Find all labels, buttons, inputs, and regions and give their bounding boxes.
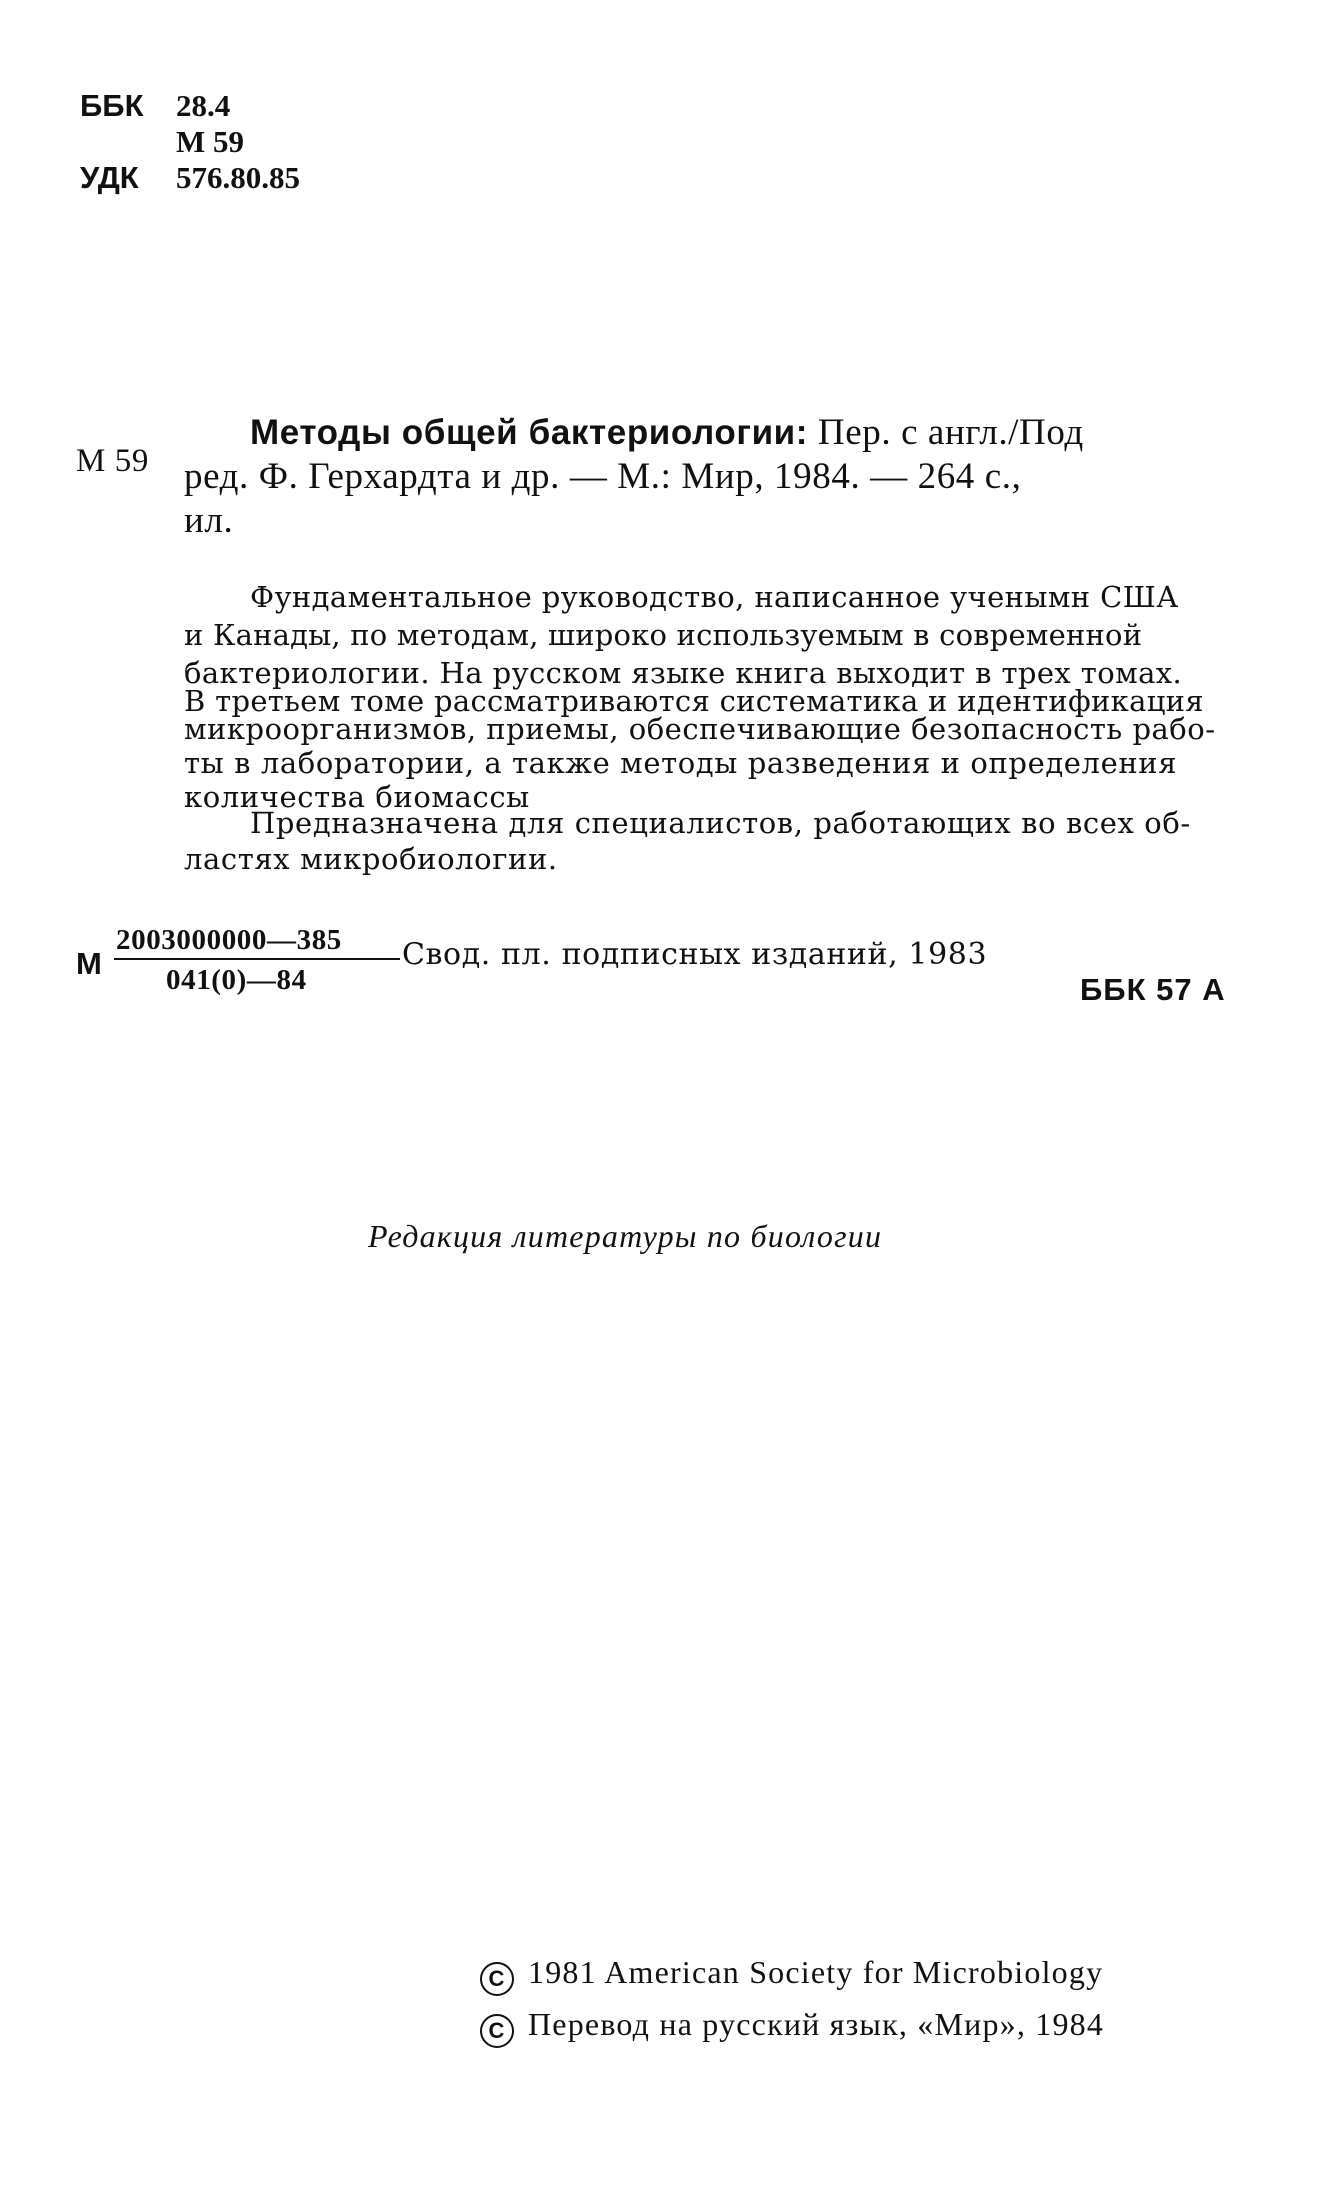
biblio-line-2: ред. Ф. Герхардта и др. — М.: Мир, 1984. — 264 с., bbox=[184, 456, 1022, 497]
author-mark: М 59 bbox=[176, 124, 245, 159]
subscription-note: Свод. пл. подписных изданий, 1983 bbox=[402, 937, 988, 972]
annotation-line-8: Предназначена для специалистов, работающих во всех об- bbox=[250, 806, 1191, 840]
udk-value: 576.80.85 bbox=[176, 160, 300, 195]
annotation-line-2: и Канады, по методам, широко используемым в современной bbox=[184, 618, 1143, 652]
editorial-department: Редакция литературы по биологии bbox=[368, 1218, 883, 1254]
biblio-line-1 bbox=[250, 412, 1084, 454]
biblio-line-3: ил. bbox=[184, 500, 234, 541]
annotation-line-9: ластях микробиологии. bbox=[184, 842, 558, 876]
annotation-line-6: ты в лаборатории, а также методы разведения и определения bbox=[184, 746, 1178, 780]
copyright-icon: C bbox=[480, 1962, 514, 1996]
bbk-right: ББК 57 А bbox=[1080, 972, 1226, 1007]
classification-block bbox=[80, 88, 300, 196]
bbk-row bbox=[80, 88, 300, 124]
annotation-line-5: микроорганизмов, приемы, обеспечивающие безопасность рабо- bbox=[184, 712, 1216, 746]
copyright-icon: C bbox=[480, 2014, 514, 2048]
annotation-line-3: бактериологии. На русском языке книга выходит в трех томах. bbox=[184, 656, 1183, 690]
udk-row bbox=[80, 160, 300, 196]
copyright-text-1: 1981 American Society for Microbiology bbox=[528, 1954, 1104, 1990]
bbk-label: ББК bbox=[80, 88, 144, 123]
index-numerator: 2003000000—385 bbox=[116, 924, 342, 956]
book-title: Методы общей бактериологии: bbox=[250, 413, 809, 452]
bbk-value: 28.4 bbox=[176, 88, 231, 123]
annotation-line-4: В третьем томе рассматриваются систематика и идентификация bbox=[184, 684, 1204, 718]
annotation-line-7: количества биомассы bbox=[184, 780, 530, 814]
copyright-line-1 bbox=[480, 1952, 1103, 1996]
udk-label: УДК bbox=[80, 160, 139, 195]
margin-author-mark: М 59 bbox=[76, 443, 149, 479]
index-letter: М bbox=[76, 946, 103, 981]
biblio-line-1-rest: Пер. с англ./Под bbox=[817, 412, 1084, 453]
copyright-line-2 bbox=[480, 2004, 1104, 2048]
fraction-line bbox=[114, 958, 400, 960]
annotation-line-1: Фундаментальное руководство, написанное ученымн США bbox=[250, 580, 1179, 614]
index-denominator: 041(0)—84 bbox=[166, 964, 307, 996]
copyright-text-2: Перевод на русский язык, «Мир», 1984 bbox=[528, 2006, 1105, 2042]
author-mark-row bbox=[80, 124, 300, 160]
